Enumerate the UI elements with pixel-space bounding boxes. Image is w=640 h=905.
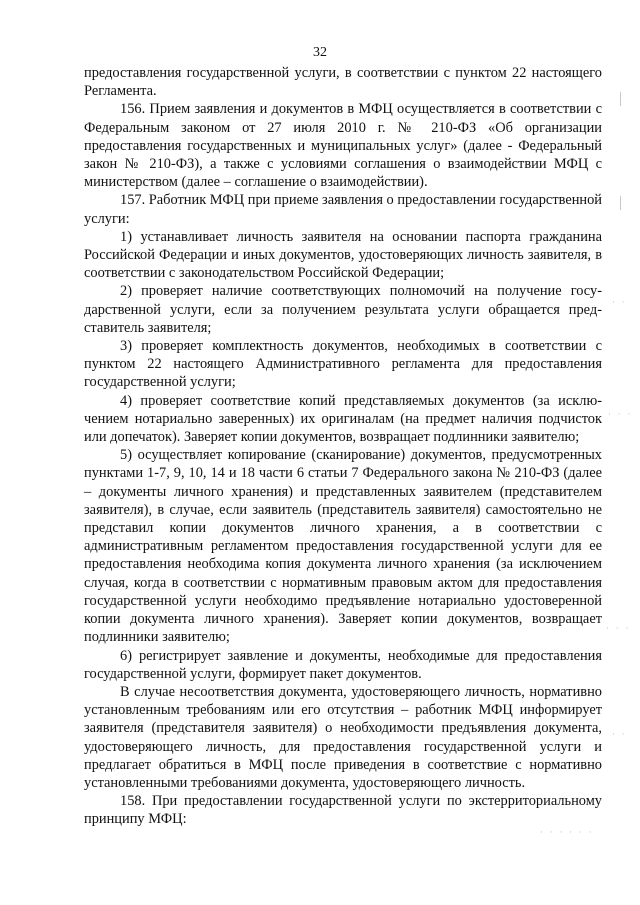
scan-artifact-line (620, 196, 621, 210)
page-number: 32 (313, 45, 327, 60)
paragraph-158: 158. При предоставлении государственной услуги по экстерриториальному принципу МФЦ: (84, 793, 602, 828)
paragraph-mismatch-case: В случае несоответствия документа, удостоверяющего личность, нормативно установленным требованиям или его отсутствия – работник МФЦ информирует заявителя (представителя заявителя) о необходимости предъявления документа, удостоверяющего личность, для предоставления государственной услуги и предлагает обратиться в МФЦ после приведения в соответствие с нормативно установленными требованиями документа, удостоверяющего личность. (84, 683, 602, 791)
list-item-5: 5) осуществляет копирование (сканирование) документов, предусмотренных пунктами 1-7, 9, 10, 14 и 18 части 6 статьи 7 Федерального закона № 210-ФЗ (далее – документы личного хранения) и представленных заявителем (представителем заявителя), в случае, если заявитель (представитель заявителя) самостоятельно не представил копии документов личного хранения, а в соответствии с административным регламентом предоставления государственной услуги для ее предоставления необходима копия документа личного хранения (за исключением случая, когда в соответствии с нормативным правовым актом для предоставления государственной услуги необходимо предъявление нотариально удостоверенной копии документа личного хранения). Заверяет копии документов, возвращает подлинники заявителю; (84, 447, 602, 646)
list-item-2: 2) проверяет наличие соответствующих полномочий на получение государственной услуги, если за получением результата услуги обращается представитель заявителя; (84, 283, 602, 336)
scan-artifact-dots: · · · (606, 624, 631, 634)
list-item-6: 6) регистрирует заявление и документы, необходимые для предоставления государственной услуги, формирует пакет документов. (84, 647, 602, 682)
scan-artifact-line (620, 92, 621, 106)
scan-artifact-dots: · · (612, 730, 627, 740)
paragraph-156: 156. Прием заявления и документов в МФЦ осуществляется в соответствии с Федеральным законом от 27 июля 2010 г. № 210-ФЗ «Об организации предоставления государственных и муниципальных услуг» (далее - Федеральный закон № 210-ФЗ), а также с условиями соглашения о взаимодействии МФЦ с министерством (далее – соглашение о взаимодействии). (84, 101, 602, 191)
list-item-3: 3) проверяет комплектность документов, необходимых в соответствии с пунктом 22 настоящего Административного регламента для предоставления государственной услуги; (84, 338, 602, 391)
paragraph-157: 157. Работник МФЦ при приеме заявления о предоставлении государственной услуги: (84, 192, 602, 227)
scan-artifact-dots: · · (612, 298, 627, 308)
document-body (84, 64, 602, 829)
list-item-1: 1) устанавливает личность заявителя на основании паспорта гражданина Российской Федерации и иных документов, удостоверяющих личность заявителя, в соответствии с законодательством Российской Федерации; (84, 228, 602, 282)
scan-artifact-dots: · · · (608, 410, 633, 420)
list-item-4: 4) проверяет соответствие копий представляемых документов (за исключением нотариально заверенных) их оригиналам (на предмет наличия подчисток или допечаток). Заверяет копии документов, возвращает подлинники заявителю; (84, 392, 602, 446)
scan-artifact-dots: · · · · · · (540, 828, 594, 838)
paragraph-continuation: предоставления государственной услуги, в соответствии с пунктом 22 настоящего Регламента. (84, 65, 602, 100)
